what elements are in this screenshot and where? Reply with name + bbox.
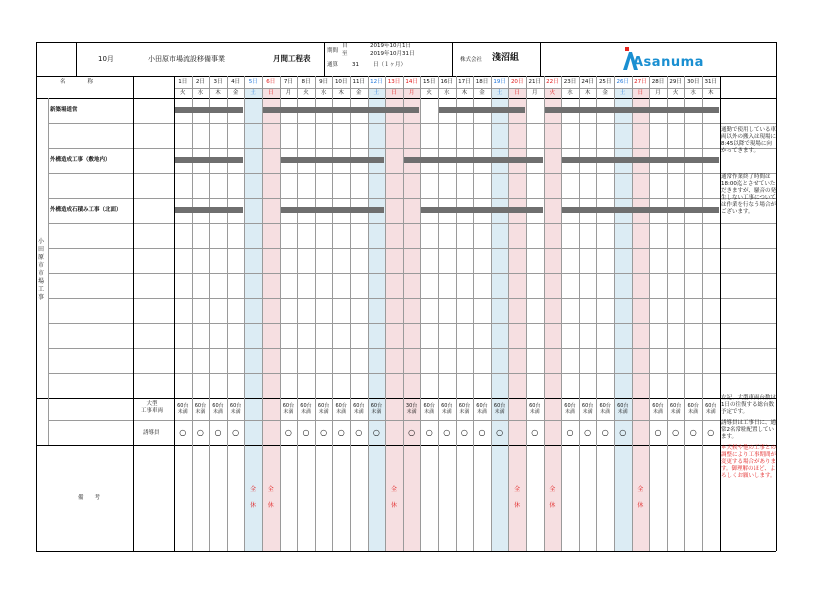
row-line (48, 123, 720, 124)
month-label: 10月 (98, 55, 114, 63)
weekday-label: 土 (496, 90, 503, 96)
day-number: 5日 (248, 79, 258, 85)
guide-mark: ○ (179, 428, 187, 437)
vehicle-count (350, 403, 368, 415)
weekday-label: 木 (708, 90, 714, 96)
task-name: 外構造成石積み工事（北面） (50, 207, 122, 213)
weekday-label: 月 (532, 90, 538, 96)
vehicle-count (438, 403, 456, 415)
vehicle-count (456, 403, 474, 415)
day-number: 7日 (283, 79, 293, 85)
weekday-label: 土 (373, 90, 380, 96)
day-number: 6日 (266, 79, 276, 85)
company-logo (617, 46, 737, 72)
schedule-bar (175, 157, 243, 163)
schedule-bar (562, 207, 718, 213)
guide-mark: ○ (408, 428, 416, 437)
day-number: 25日 (598, 79, 612, 85)
day-number: 26日 (616, 79, 630, 85)
schedule-bar (404, 157, 543, 163)
weekend-column (385, 88, 403, 551)
row-line (36, 445, 776, 446)
vehicle-count-line: 60台 (423, 403, 435, 409)
day-number: 15日 (422, 79, 436, 85)
vehicle-count-line: 未満 (300, 409, 311, 415)
holiday-marker: 全 (250, 486, 257, 493)
vehicle-count-line: 未満 (688, 409, 699, 415)
holiday-marker: 休 (267, 502, 274, 509)
col-line (350, 76, 351, 551)
row-line (48, 273, 720, 274)
weekday-label: 火 (180, 90, 186, 96)
row-line (720, 223, 776, 224)
weekday-label: 月 (285, 90, 292, 96)
guide-mark: ○ (355, 428, 363, 437)
vehicle-count-line: 60台 (581, 403, 594, 409)
vehicle-count-line: 未満 (476, 409, 487, 415)
guide-mark: ○ (689, 428, 697, 437)
row-line (720, 248, 776, 249)
weekday-label: 金 (232, 90, 239, 96)
guide-mark: ○ (654, 428, 662, 437)
row-line (720, 373, 776, 374)
vehicle-count-line: 未満 (371, 409, 382, 415)
day-number: 22日 (546, 79, 559, 85)
vehicle-count (649, 403, 667, 415)
vehicle-count-line: 未満 (459, 409, 470, 415)
vehicle-count-line: 60台 (529, 403, 541, 409)
col-line (438, 76, 439, 551)
vehicle-count-line: 未満 (705, 409, 716, 415)
start-date: 2019年10月1日 (370, 43, 411, 49)
weekday-label: 木 (584, 90, 591, 96)
weekday-label: 月 (408, 90, 415, 96)
task-name: 新築場道営 (50, 107, 78, 113)
company-prefix: 株式会社 (460, 57, 483, 63)
weekday-label: 水 (320, 90, 327, 96)
period-label: 期間 (327, 48, 339, 54)
row-line (720, 348, 776, 349)
vehicle-count-line: 60台 (476, 403, 488, 409)
total-days: 31 (352, 62, 359, 68)
vehicle-count-line: 60台 (194, 403, 207, 409)
row-line (48, 223, 720, 224)
row-line (48, 248, 720, 249)
vehicle-count-line: 未満 (617, 409, 628, 415)
row-line (48, 173, 720, 174)
vehicle-count-line: 60台 (177, 403, 189, 409)
guide-mark: ○ (707, 428, 715, 437)
vehicle-count (702, 403, 720, 415)
weekday-label: 水 (444, 90, 450, 96)
vehicle-label-line: 大型 (146, 401, 158, 407)
note-working-hours: 通常作業終了時間は18:00迄とさせていただきますが、騒音の発生しない工事については作業を行なう場合がございます。 (721, 174, 777, 215)
weekday-label: 日 (514, 90, 520, 96)
col-line (544, 76, 545, 551)
vehicle-label-line: 工事車両 (141, 408, 164, 414)
vehicle-count-line: 未満 (353, 409, 364, 415)
row-line (48, 298, 720, 299)
holiday-marker: 全 (514, 486, 521, 493)
day-number: 28日 (651, 79, 665, 85)
col-line (579, 76, 580, 551)
vehicle-count-line: 未満 (494, 409, 505, 415)
vehicle-count-line: 60台 (353, 403, 365, 409)
day-number: 27日 (634, 79, 647, 85)
row-line (720, 123, 776, 124)
guide-mark: ○ (531, 428, 539, 437)
schedule-bar (281, 157, 385, 163)
vehicle-count (561, 403, 579, 415)
task-name: 外構造成工事（敷地内） (50, 157, 111, 163)
vehicle-count (174, 403, 192, 415)
guide-mark: ○ (337, 428, 345, 437)
day-number: 9日 (319, 79, 329, 85)
day-number: 30日 (686, 79, 700, 85)
col-line (508, 76, 509, 551)
vehicle-count (315, 403, 333, 415)
vehicle-count-line: 未満 (441, 409, 452, 415)
vehicle-count-line: 未満 (177, 409, 188, 415)
weekday-label: 火 (672, 90, 679, 96)
col-line (297, 76, 298, 551)
day-number: 4日 (231, 79, 241, 85)
vehicle-count-line: 未満 (406, 409, 417, 415)
day-number: 16日 (440, 79, 454, 85)
vehicle-count (297, 403, 315, 415)
day-number: 19日 (493, 79, 506, 85)
col-line (526, 76, 527, 551)
holiday-marker: 休 (637, 502, 644, 509)
note-guides: 誘導員は工事日に、通常2名常駐配置しています。 (721, 420, 777, 440)
col-line (48, 98, 49, 445)
vehicle-count-line: 60台 (652, 403, 664, 409)
vehicle-count (526, 403, 544, 415)
col-line (332, 76, 333, 551)
weekend-column (544, 88, 562, 551)
vehicle-count-line: 60台 (617, 403, 629, 409)
schedule-bar (281, 207, 385, 213)
vehicle-count-line: 未満 (582, 409, 593, 415)
col-line (227, 76, 228, 551)
vehicle-count-line: 未満 (652, 409, 663, 415)
day-number: 31日 (704, 79, 718, 85)
vehicle-count (667, 403, 685, 415)
holiday-marker: 休 (549, 502, 556, 509)
day-number: 23日 (563, 79, 577, 85)
row-line (48, 373, 720, 374)
holiday-marker: 全 (267, 486, 274, 493)
vehicle-count (579, 403, 597, 415)
vehicle-count-line: 未満 (283, 409, 294, 415)
guide-mark: ○ (284, 428, 292, 437)
day-number: 17日 (458, 79, 471, 85)
day-number: 11日 (352, 79, 366, 85)
weekday-label: 月 (655, 90, 661, 96)
vehicle-count-line: 60台 (370, 403, 383, 409)
day-number: 10日 (334, 79, 348, 85)
weekday-label: 日 (391, 90, 397, 96)
guide-mark: ○ (443, 428, 451, 437)
logo-wordmark: Asanuma (633, 55, 704, 70)
guide-mark: ○ (232, 428, 240, 437)
col-line (244, 76, 245, 551)
note-delivery: 通勤で使用している車両以外の搬入は現場に8:45以降で現場に向かってきます。 (721, 127, 777, 154)
guide-mark: ○ (214, 428, 222, 437)
weekday-label: 火 (303, 90, 309, 96)
guide-mark: ○ (584, 428, 592, 437)
vehicle-count (614, 403, 632, 415)
guide-label: 誘導員 (143, 430, 160, 436)
vehicle-count-line: 60台 (282, 403, 295, 409)
guide-mark: ○ (672, 428, 680, 437)
vehicle-count (209, 403, 227, 415)
vehicle-count-line: 未満 (195, 409, 206, 415)
row-line (48, 198, 720, 199)
vehicle-count-line: 30台 (405, 403, 418, 409)
col-line (262, 76, 263, 551)
guide-mark: ○ (302, 428, 310, 437)
col-line (684, 76, 685, 551)
side-label: 小田原市市場工事 (37, 238, 44, 301)
vehicle-count-line: 未満 (230, 409, 241, 415)
name-header: 名 称 (60, 79, 94, 85)
holiday-marker: 休 (514, 502, 521, 509)
weekday-label: 木 (338, 90, 344, 96)
weekend-column (262, 88, 280, 551)
guide-mark: ○ (496, 428, 504, 437)
guide-mark: ○ (601, 428, 609, 437)
weekday-label: 土 (620, 90, 626, 96)
row-line (720, 273, 776, 274)
vehicle-count-line: 60台 (458, 403, 471, 409)
project-name: 小田原市場流設移備事業 (148, 55, 225, 63)
day-number: 21日 (528, 79, 542, 85)
day-number: 13日 (387, 79, 401, 85)
company-name: 淺沼組 (492, 53, 520, 63)
col-line (133, 76, 134, 551)
to-label: 至 (342, 51, 348, 57)
col-line (420, 76, 421, 551)
day-number: 2日 (195, 79, 205, 85)
vehicle-count-line: 60台 (212, 403, 224, 409)
vehicle-count (192, 403, 210, 415)
guide-mark: ○ (619, 428, 627, 437)
vehicle-count-line: 未満 (424, 409, 435, 415)
row-line (48, 420, 720, 421)
vehicle-count-line: 60台 (335, 403, 347, 409)
row-line (48, 348, 720, 349)
col-line (385, 76, 386, 551)
col-line (403, 76, 404, 551)
row-line (48, 323, 720, 324)
vehicle-label (141, 401, 163, 415)
schedule-bar (562, 157, 718, 163)
vehicle-count-line: 60台 (599, 403, 611, 409)
row-line (48, 148, 720, 149)
col-line (192, 76, 193, 551)
weekday-label: 土 (250, 90, 256, 96)
day-number: 29日 (669, 79, 682, 85)
guide-mark: ○ (372, 428, 380, 437)
row-line (36, 398, 776, 399)
day-number: 8日 (301, 79, 311, 85)
total-unit: 日（１ヶ月） (373, 62, 407, 68)
col-line (456, 76, 457, 551)
vehicle-count-line: 未満 (600, 409, 611, 415)
vehicle-count (280, 403, 298, 415)
col-line (614, 76, 615, 551)
guide-mark: ○ (320, 428, 328, 437)
col-line (315, 76, 316, 551)
end-date: 2019年10月31日 (370, 51, 415, 57)
vehicle-count (403, 403, 421, 415)
document-title: 月間工程表 (273, 54, 311, 63)
vehicle-count-line: 未満 (670, 409, 681, 415)
weekday-label: 日 (637, 90, 644, 96)
holiday-marker: 全 (549, 486, 556, 493)
col-line (632, 76, 633, 551)
schedule-bar (263, 107, 419, 113)
vehicle-count (332, 403, 350, 415)
holiday-marker: 休 (250, 502, 257, 509)
day-number: 12日 (370, 79, 383, 85)
weekday-label: 水 (690, 90, 696, 96)
vehicle-count-line: 未満 (564, 409, 575, 415)
note-weather: ＊天候や他の工事との調整により工事期間が変更する場合があります。御理解のほど、よろしくお願いします。 (721, 445, 777, 479)
vehicle-count-line: 60台 (229, 403, 242, 409)
vehicle-count-line: 60台 (493, 403, 506, 409)
weekday-label: 木 (461, 90, 468, 96)
vehicle-count-line: 60台 (300, 403, 312, 409)
schedule-bar (421, 207, 542, 213)
vehicle-count-line: 60台 (564, 403, 576, 409)
vehicle-count (420, 403, 438, 415)
vehicle-count (491, 403, 509, 415)
weekday-label: 水 (197, 90, 204, 96)
vehicle-count (596, 403, 614, 415)
from-label: 自 (342, 43, 348, 49)
note-vehicles: 左記、大型車両台数は1日の往復する総台数予定です。 (721, 395, 777, 415)
guide-mark: ○ (478, 428, 486, 437)
col-line (174, 76, 175, 551)
vehicle-count-line: 未満 (212, 409, 223, 415)
day-number: 20日 (510, 79, 524, 85)
day-number: 14日 (405, 79, 418, 85)
col-line (702, 76, 703, 551)
schedule-bar (545, 107, 719, 113)
weekday-label: 金 (602, 90, 608, 96)
vehicle-count-line: 60台 (687, 403, 699, 409)
guide-mark: ○ (566, 428, 574, 437)
col-line (368, 76, 369, 551)
guide-mark: ○ (196, 428, 204, 437)
day-number: 24日 (581, 79, 594, 85)
col-line (473, 76, 474, 551)
vehicle-count-line: 未満 (529, 409, 540, 415)
col-line (280, 76, 281, 551)
vehicle-count (227, 403, 245, 415)
vehicle-count-line: 60台 (669, 403, 682, 409)
vehicle-count-line: 未満 (336, 409, 347, 415)
weekday-label: 水 (567, 90, 573, 96)
col-line (561, 76, 562, 551)
col-line (596, 76, 597, 551)
day-number: 1日 (178, 79, 188, 85)
vehicle-count-line: 60台 (441, 403, 453, 409)
holiday-marker: 休 (390, 502, 397, 509)
col-line (667, 76, 668, 551)
weekday-label: 火 (426, 90, 432, 96)
row-line (36, 98, 776, 99)
col-line (209, 76, 210, 551)
vehicle-count (473, 403, 491, 415)
schedule-bar (439, 107, 525, 113)
weekday-label: 金 (479, 90, 485, 96)
row-line (720, 298, 776, 299)
holiday-marker: 全 (637, 486, 644, 493)
weekend-column (244, 88, 262, 551)
remarks-label: 備 考 (78, 495, 101, 501)
col-line (491, 76, 492, 551)
row-line (720, 323, 776, 324)
weekday-label: 日 (268, 90, 274, 96)
holiday-marker: 全 (390, 486, 397, 493)
guide-mark: ○ (460, 428, 468, 437)
day-number: 3日 (213, 79, 223, 85)
weekday-label: 金 (356, 90, 362, 96)
vehicle-count (684, 403, 702, 415)
day-number: 18日 (475, 79, 489, 85)
total-label: 通算 (327, 62, 339, 68)
weekday-label: 木 (215, 90, 221, 96)
vehicle-count-line: 60台 (317, 403, 330, 409)
vehicle-count-line: 60台 (705, 403, 717, 409)
guide-mark: ○ (425, 428, 433, 437)
col-line (649, 76, 650, 551)
vehicle-count (368, 403, 386, 415)
weekday-label: 火 (549, 90, 556, 96)
schedule-bar (175, 207, 243, 213)
vehicle-count-line: 未満 (318, 409, 329, 415)
schedule-bar (175, 107, 243, 113)
